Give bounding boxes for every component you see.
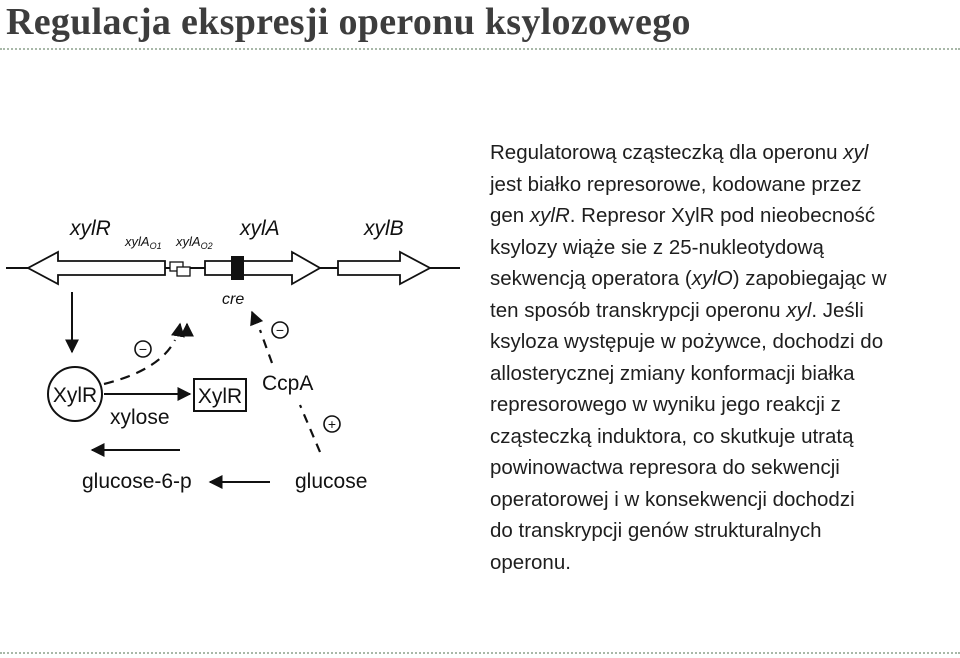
description-line bbox=[490, 263, 958, 295]
glucose6p-label: glucose-6-p bbox=[82, 470, 192, 493]
italic-term: xyl bbox=[843, 141, 869, 164]
description-line bbox=[490, 326, 958, 358]
xylA-gene-label: xylA bbox=[240, 217, 280, 240]
text-segment: ksylozy wiąże sie z 25-nukleotydową bbox=[490, 235, 824, 259]
description-line bbox=[490, 358, 958, 390]
xylose-label: xylose bbox=[110, 406, 170, 429]
glucose-activation-dashed bbox=[300, 405, 320, 452]
description-line bbox=[490, 421, 958, 453]
xylR-gene-label: xylR bbox=[70, 217, 111, 240]
text-segment: . Jeśli bbox=[811, 298, 864, 322]
xylR-gene-arrow bbox=[28, 252, 165, 284]
xylR-box-label: XylR bbox=[197, 385, 243, 408]
text-segment: powinowactwa represora do sekwencji bbox=[490, 456, 840, 479]
description-line bbox=[490, 232, 958, 264]
title-divider bbox=[0, 48, 960, 50]
text-segment: . Represor XylR pod nieobecność bbox=[569, 204, 876, 227]
operator-o2-label: xylA$_{O2}$ bbox=[176, 234, 213, 251]
text-segment: operonu. bbox=[490, 550, 571, 574]
xylR-repression-arrow bbox=[178, 324, 180, 336]
xylR-circle-label: XylR bbox=[52, 384, 98, 407]
ccpA-repression-arrow bbox=[252, 312, 256, 322]
description-line bbox=[490, 389, 958, 421]
footer-divider bbox=[0, 652, 960, 654]
text-segment: represorowego w wyniku jego reakcji z bbox=[490, 393, 841, 416]
xylA-gene-arrow bbox=[205, 252, 320, 284]
operator-o2-box bbox=[177, 267, 190, 276]
text-segment: ksyloza występuje w pożywce, dochodzi do bbox=[490, 330, 884, 353]
text-segment: jest białko represorowe, kodowane przez bbox=[490, 172, 862, 196]
description-line bbox=[490, 200, 958, 232]
minus-sign-ccpA-glyph: − bbox=[275, 322, 285, 338]
description-line bbox=[490, 484, 958, 516]
text-segment: Regulatorową cząsteczką dla operonu bbox=[490, 141, 844, 164]
xylB-gene-arrow bbox=[338, 252, 430, 284]
text-segment: gen bbox=[490, 204, 530, 227]
xylB-gene-label: xylB bbox=[364, 217, 404, 240]
minus-sign-xylR-glyph: − bbox=[138, 341, 148, 357]
description-line bbox=[490, 137, 958, 169]
description-line bbox=[490, 452, 958, 484]
xylose-operon-diagram bbox=[0, 180, 470, 510]
text-segment: operatorowej i w konsekwencji dochodzi bbox=[490, 487, 855, 511]
text-segment: do transkrypcji genów strukturalnych bbox=[490, 519, 822, 542]
description-line bbox=[490, 515, 958, 547]
glucose-label: glucose bbox=[295, 470, 368, 493]
text-segment: ten sposób transkrypcji operonu bbox=[490, 298, 787, 322]
text-segment: cząsteczką induktora, co skutkuje utratą bbox=[490, 424, 854, 448]
italic-term: xylR bbox=[529, 204, 570, 227]
operator-o1-label: xylA$_{O1}$ bbox=[125, 234, 162, 251]
page-title: Regulacja ekspresji operonu ksylozowego bbox=[6, 1, 691, 43]
text-segment: ) zapobiegając w bbox=[732, 267, 887, 290]
description-paragraph bbox=[490, 137, 958, 578]
italic-term: xylO bbox=[691, 267, 733, 290]
cre-box bbox=[231, 256, 244, 280]
ccpA-label: CcpA bbox=[262, 372, 314, 395]
plus-sign-glucose-glyph: + bbox=[327, 416, 337, 432]
italic-term: xyl bbox=[786, 298, 812, 322]
cre-label: cre bbox=[222, 291, 245, 308]
text-segment: sekwencją operatora ( bbox=[490, 267, 692, 290]
text-segment: allosterycznej zmiany konformacji białka bbox=[490, 361, 855, 385]
description-line bbox=[490, 547, 958, 579]
description-line bbox=[490, 169, 958, 201]
description-line bbox=[490, 295, 958, 327]
ccpA-repression-dashed bbox=[260, 330, 272, 363]
